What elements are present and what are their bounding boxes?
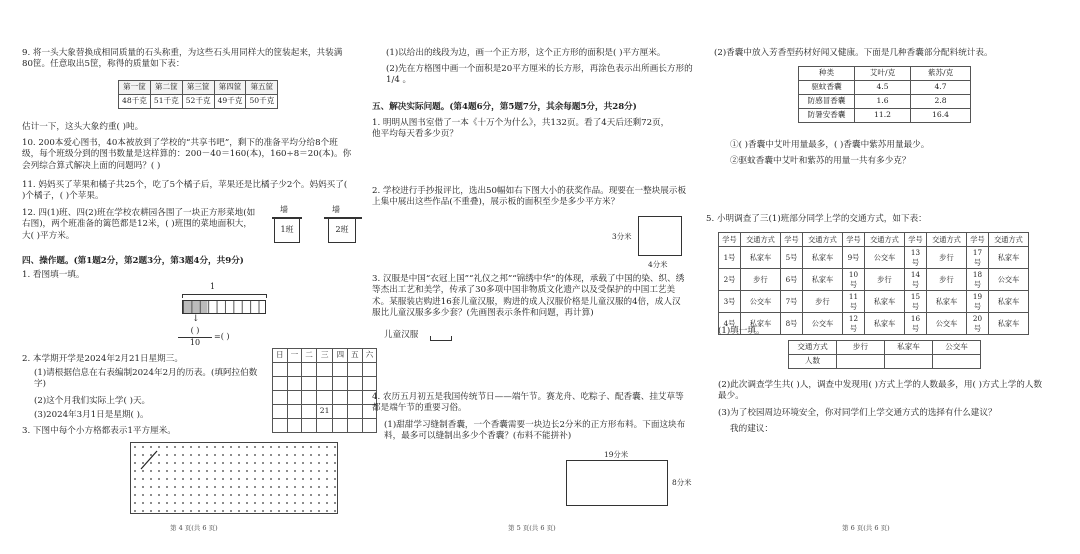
table-header: 艾叶/克 — [855, 67, 911, 81]
poster-side-label: 3分米 — [612, 232, 632, 241]
survey-question-2: (2)此次调查学生共( )人，调查中发现用( )方式上学的人数最多，用( )方式上学的人数最少。 — [718, 380, 1043, 402]
table-cell: 9号 — [843, 247, 865, 269]
garden-diagram — [272, 205, 362, 245]
table-header: 交通方式 — [803, 233, 843, 247]
table-cell: 11号 — [843, 291, 865, 313]
poster-rectangle — [638, 216, 682, 256]
table-header: 紫苏/克 — [911, 67, 971, 81]
calendar-cell[interactable] — [287, 405, 302, 419]
table-cell: 私家车 — [989, 247, 1029, 269]
table-cell: 11.2 — [855, 109, 911, 123]
table-cell: 步行 — [927, 269, 967, 291]
segment-line — [131, 443, 339, 515]
table-row — [719, 291, 1029, 313]
table-header: 公交车 — [933, 341, 981, 355]
arrow-icon: ↓ — [192, 314, 200, 324]
answer-cell-bus[interactable] — [933, 355, 981, 369]
weekday-header: 日 — [273, 349, 288, 363]
table-cell: 13号 — [905, 247, 927, 269]
table-cell: 17号 — [967, 247, 989, 269]
table-header: 第二筐 — [150, 81, 182, 95]
table-cell: 公交车 — [989, 269, 1029, 291]
calendar-cell[interactable] — [273, 405, 288, 419]
weekday-header: 六 — [362, 349, 377, 363]
table-header: 种类 — [799, 67, 855, 81]
real-question-4-1: (1)甜甜学习缝制香囊，一个香囊需要一块边长2分米的正方形布料。下面这块布料，最多可以缝制出多少个香囊？(布料不能拼补) — [384, 420, 686, 442]
table-cell: 16号 — [905, 313, 927, 335]
table-header: 交通方式 — [741, 233, 781, 247]
question-9-estimate: 估计一下，这头大象约重( )吨。 — [22, 122, 144, 132]
table-cell: 驱蚊香囊 — [799, 81, 855, 95]
calendar-cell[interactable] — [273, 391, 288, 405]
page-right — [706, 0, 1058, 554]
table-cell: 7号 — [781, 291, 803, 313]
calendar-cell[interactable] — [302, 391, 317, 405]
bracket-tick — [182, 294, 183, 298]
table-header: 第三筐 — [182, 81, 214, 95]
bar-total-label: 1 — [210, 282, 216, 291]
survey-table — [718, 232, 1029, 335]
calendar-cell[interactable] — [302, 405, 317, 419]
table-header: 步行 — [837, 341, 885, 355]
question-4-2a: (1)请根据信息在右表编制2024年2月的历表。(填阿拉伯数字) — [34, 368, 258, 390]
table-cell: 2.8 — [911, 95, 971, 109]
table-cell: 步行 — [741, 269, 781, 291]
question-9-text: 9. 将一头大象替换成相同质量的石头称重，为这些石头用同样大的筐装起来，共装满80筐。任意取出5筐，称得的质量如下表： — [22, 48, 343, 70]
wall-label: 墙 — [280, 205, 288, 214]
bar-divisions — [183, 301, 265, 313]
fraction — [178, 326, 212, 348]
real-question-4: 4. 农历五月初五是我国传统节日——端午节。赛龙舟、吃粽子、配香囊、挂艾草等都是端午节的重要习俗。 — [372, 392, 684, 414]
square-grid[interactable] — [130, 442, 338, 514]
table-cell: 私家车 — [803, 269, 843, 291]
calendar-cell[interactable] — [348, 363, 363, 377]
calendar-cell[interactable] — [348, 377, 363, 391]
table-cell: 10号 — [843, 269, 865, 291]
table-cell: 5号 — [781, 247, 803, 269]
table-cell: 49千克 — [214, 95, 246, 109]
table-cell: 51千克 — [150, 95, 182, 109]
calendar-cell[interactable] — [273, 377, 288, 391]
table-cell: 公交车 — [803, 313, 843, 335]
survey-question-3: (3)为了校园周边环境安全，你对同学们上学交通方式的选择有什么建议？ — [718, 408, 997, 418]
real-question-1: 1. 明明从图书室借了一本《十万个为什么》，共132页。看了4天后还剩72页，他平均每天看多少页？ — [372, 118, 670, 140]
sachet-answer-1: ①( )香囊中艾叶用量最多，( )香囊中紫苏用量最少。 — [730, 140, 930, 150]
table-cell: 50千克 — [246, 95, 278, 109]
table-cell: 6号 — [781, 269, 803, 291]
cloth-side-label: 8分米 — [672, 478, 692, 487]
table-header: 第五筐 — [246, 81, 278, 95]
wall-label: 墙 — [332, 205, 340, 214]
page-number: 第 5 页(共 6 页) — [508, 524, 556, 532]
advice-label: 我的建议： — [730, 424, 773, 434]
table-cell: 8号 — [781, 313, 803, 335]
table-header: 学号 — [781, 233, 803, 247]
table-cell: 4号 — [719, 313, 741, 335]
bracket-line — [182, 294, 266, 295]
real-question-3: 3. 汉服是中国“衣冠上国”“礼仪之邦”“锦绣中华”的体现，承载了中国的染、织、绣等杰出工艺和美学，传承了30多项中国非物质文化遗产以及受保护的中国工艺美术。某服装店购进16套儿童汉服，购进的成人汉服价格是儿童汉服的4倍，成人汉服比儿童汉服多多少套？(先画图表示条件和问题，再计算) — [372, 274, 685, 319]
table-cell: 步行 — [865, 269, 905, 291]
calendar-cell[interactable] — [302, 377, 317, 391]
question-4-1: 1. 看图填一填。 — [22, 270, 85, 280]
table-cell: 公交车 — [927, 313, 967, 335]
table-cell: 防感冒香囊 — [799, 95, 855, 109]
table-cell: 12号 — [843, 313, 865, 335]
calendar-cell[interactable] — [273, 363, 288, 377]
table-cell: 2号 — [719, 269, 741, 291]
calendar-cell[interactable] — [316, 391, 333, 405]
table-cell: 4.7 — [911, 81, 971, 95]
sachet-table — [798, 66, 971, 123]
page-middle — [372, 0, 702, 554]
table-cell: 1号 — [719, 247, 741, 269]
table-cell: 14号 — [905, 269, 927, 291]
grid-question-1: (1)以给出的线段为边，画一个正方形，这个正方形的面积是( )平方厘米。 — [386, 48, 666, 58]
table-header: 第四筐 — [214, 81, 246, 95]
table-cell: 私家车 — [741, 313, 781, 335]
table-cell: 防暑安香囊 — [799, 109, 855, 123]
weekday-header: 三 — [316, 349, 333, 363]
fill-table — [788, 340, 981, 369]
table-cell: 公交车 — [741, 291, 781, 313]
table-header: 交通方式 — [789, 341, 837, 355]
table-cell: 私家车 — [989, 313, 1029, 335]
calendar-cell[interactable] — [316, 363, 333, 377]
table-cell: 4.5 — [855, 81, 911, 95]
table-cell: 私家车 — [989, 291, 1029, 313]
table-row — [719, 247, 1029, 269]
table-cell: 52千克 — [182, 95, 214, 109]
fraction-denominator: 10 — [178, 337, 212, 349]
calendar-cell[interactable] — [333, 391, 348, 405]
table-cell: 步行 — [803, 291, 843, 313]
table-cell: 16.4 — [911, 109, 971, 123]
fraction-bar — [182, 300, 266, 314]
table-row — [719, 313, 1029, 335]
fraction-numerator: ( ) — [190, 326, 200, 335]
table-cell: 步行 — [927, 247, 967, 269]
answer-cell-car[interactable] — [885, 355, 933, 369]
survey-question: 5. 小明调查了三(1)班部分同学上学的交通方式，如下表： — [706, 214, 927, 224]
table-header: 学号 — [905, 233, 927, 247]
weekday-header: 五 — [348, 349, 363, 363]
table-cell: 15号 — [905, 291, 927, 313]
poster-bottom-label: 4分米 — [648, 260, 668, 269]
question-10: 10. 200本爱心图书，40本被放到了学校的“共享书吧”，剩下的准备平均分给8个班级，每个班级分到的图书数量是这样算的：200－40＝160(本)，160÷8＝20(本)。你会列综合算式解决上面的问题吗？( ) — [22, 138, 352, 171]
question-4-2: 2. 本学期开学是2024年2月21日星期三。 — [22, 354, 183, 364]
calendar-cell[interactable] — [333, 405, 348, 419]
table-header: 私家车 — [885, 341, 933, 355]
table-cell: 私家车 — [741, 247, 781, 269]
bracket-tick — [266, 294, 267, 298]
calendar-cell[interactable] — [333, 363, 348, 377]
weekday-header: 四 — [333, 349, 348, 363]
question-12: 12. 四(1)班、四(2)班在学校农耕园各围了一块正方形菜地(如右图)，两个班准备的篱笆都是12米，( )班围的菜地面积大，大( )平方米。 — [22, 208, 256, 241]
table-header: 交通方式 — [865, 233, 905, 247]
table-header: 学号 — [967, 233, 989, 247]
weekday-header: 二 — [302, 349, 317, 363]
page-left — [22, 0, 374, 554]
calendar-table — [272, 348, 377, 433]
table-cell: 私家车 — [865, 313, 905, 335]
table-cell: 公交车 — [865, 247, 905, 269]
calendar-cell[interactable] — [316, 377, 333, 391]
table-cell: 48千克 — [119, 95, 151, 109]
calendar-cell[interactable] — [287, 377, 302, 391]
page-number: 第 6 页(共 6 页) — [842, 524, 890, 532]
cloth-rectangle — [566, 460, 668, 506]
class2-plot: 2班 — [328, 219, 356, 243]
survey-header-row — [719, 233, 1029, 247]
table-header: 学号 — [719, 233, 741, 247]
real-question-2: 2. 学校进行手抄报评比，选出50幅如右下图大小的获奖作品。现要在一整块展示板上集中展出这些作品(不重叠)，展示板的面积至少是多少平方米？ — [372, 186, 687, 208]
weekday-header: 一 — [287, 349, 302, 363]
page-number: 第 4 页(共 6 页) — [170, 524, 218, 532]
table-cell: 19号 — [967, 291, 989, 313]
hanfu-segment — [430, 336, 452, 341]
table-cell: 私家车 — [803, 247, 843, 269]
question-4-3: 3. 下图中每个小方格都表示1平方厘米。 — [22, 426, 176, 436]
class1-plot: 1班 — [274, 219, 300, 243]
table-header: 学号 — [843, 233, 865, 247]
table-cell: 1.6 — [855, 95, 911, 109]
calendar-cell[interactable] — [348, 405, 363, 419]
question-4-2b: (2)这个月我们实际上学( )天。 — [34, 396, 151, 406]
table-header: 第一筐 — [119, 81, 151, 95]
fraction-equals: =( ) — [214, 332, 230, 341]
stone-weight-table — [118, 80, 278, 109]
calendar-cell-21: 21 — [316, 405, 333, 419]
section-5-title: 五、解决实际问题。(第4题6分，第5题7分，其余每题5分，共28分) — [372, 102, 637, 112]
table-cell: 私家车 — [865, 291, 905, 313]
calendar-cell[interactable] — [333, 377, 348, 391]
section-4-title: 四、操作题。(第1题2分，第2题3分，第3题4分，共9分) — [22, 256, 244, 266]
calendar-cell[interactable] — [287, 363, 302, 377]
table-cell: 私家车 — [927, 291, 967, 313]
table-header: 交通方式 — [989, 233, 1029, 247]
table-cell: 3号 — [719, 291, 741, 313]
calendar-cell[interactable] — [287, 391, 302, 405]
answer-cell-walk[interactable] — [837, 355, 885, 369]
table-header: 交通方式 — [927, 233, 967, 247]
table-cell: 20号 — [967, 313, 989, 335]
fraction-diagram — [162, 282, 272, 352]
hanfu-label: 儿童汉服 — [384, 330, 419, 340]
table-cell: 人数 — [789, 355, 837, 369]
grid-question-2: (2)先在方格图中画一个面积是20平方厘米的长方形，再涂色表示出所画长方形的 1/4 。 — [386, 64, 693, 86]
calendar-cell[interactable] — [302, 363, 317, 377]
table-cell: 18号 — [967, 269, 989, 291]
question-9 — [22, 48, 352, 74]
sachet-question: (2)香囊中放入芳香型药材好闻又健康。下面是几种香囊部分配料统计表。 — [714, 48, 993, 58]
cloth-top-label: 19分米 — [604, 450, 629, 459]
question-4-2c: (3)2024年3月1日是星期( )。 — [34, 410, 149, 420]
table-row — [719, 269, 1029, 291]
calendar-cell[interactable] — [348, 391, 363, 405]
question-11: 11. 妈妈买了苹果和橘子共25个，吃了5个橘子后，苹果还是比橘子少2个。妈妈买了( )个橘子，( )个苹果。 — [22, 180, 348, 202]
fill-label: (1)填一填。 — [718, 326, 765, 336]
sachet-answer-2: ②驱蚊香囊中艾叶和紫苏的用量一共有多少克？ — [730, 156, 911, 166]
